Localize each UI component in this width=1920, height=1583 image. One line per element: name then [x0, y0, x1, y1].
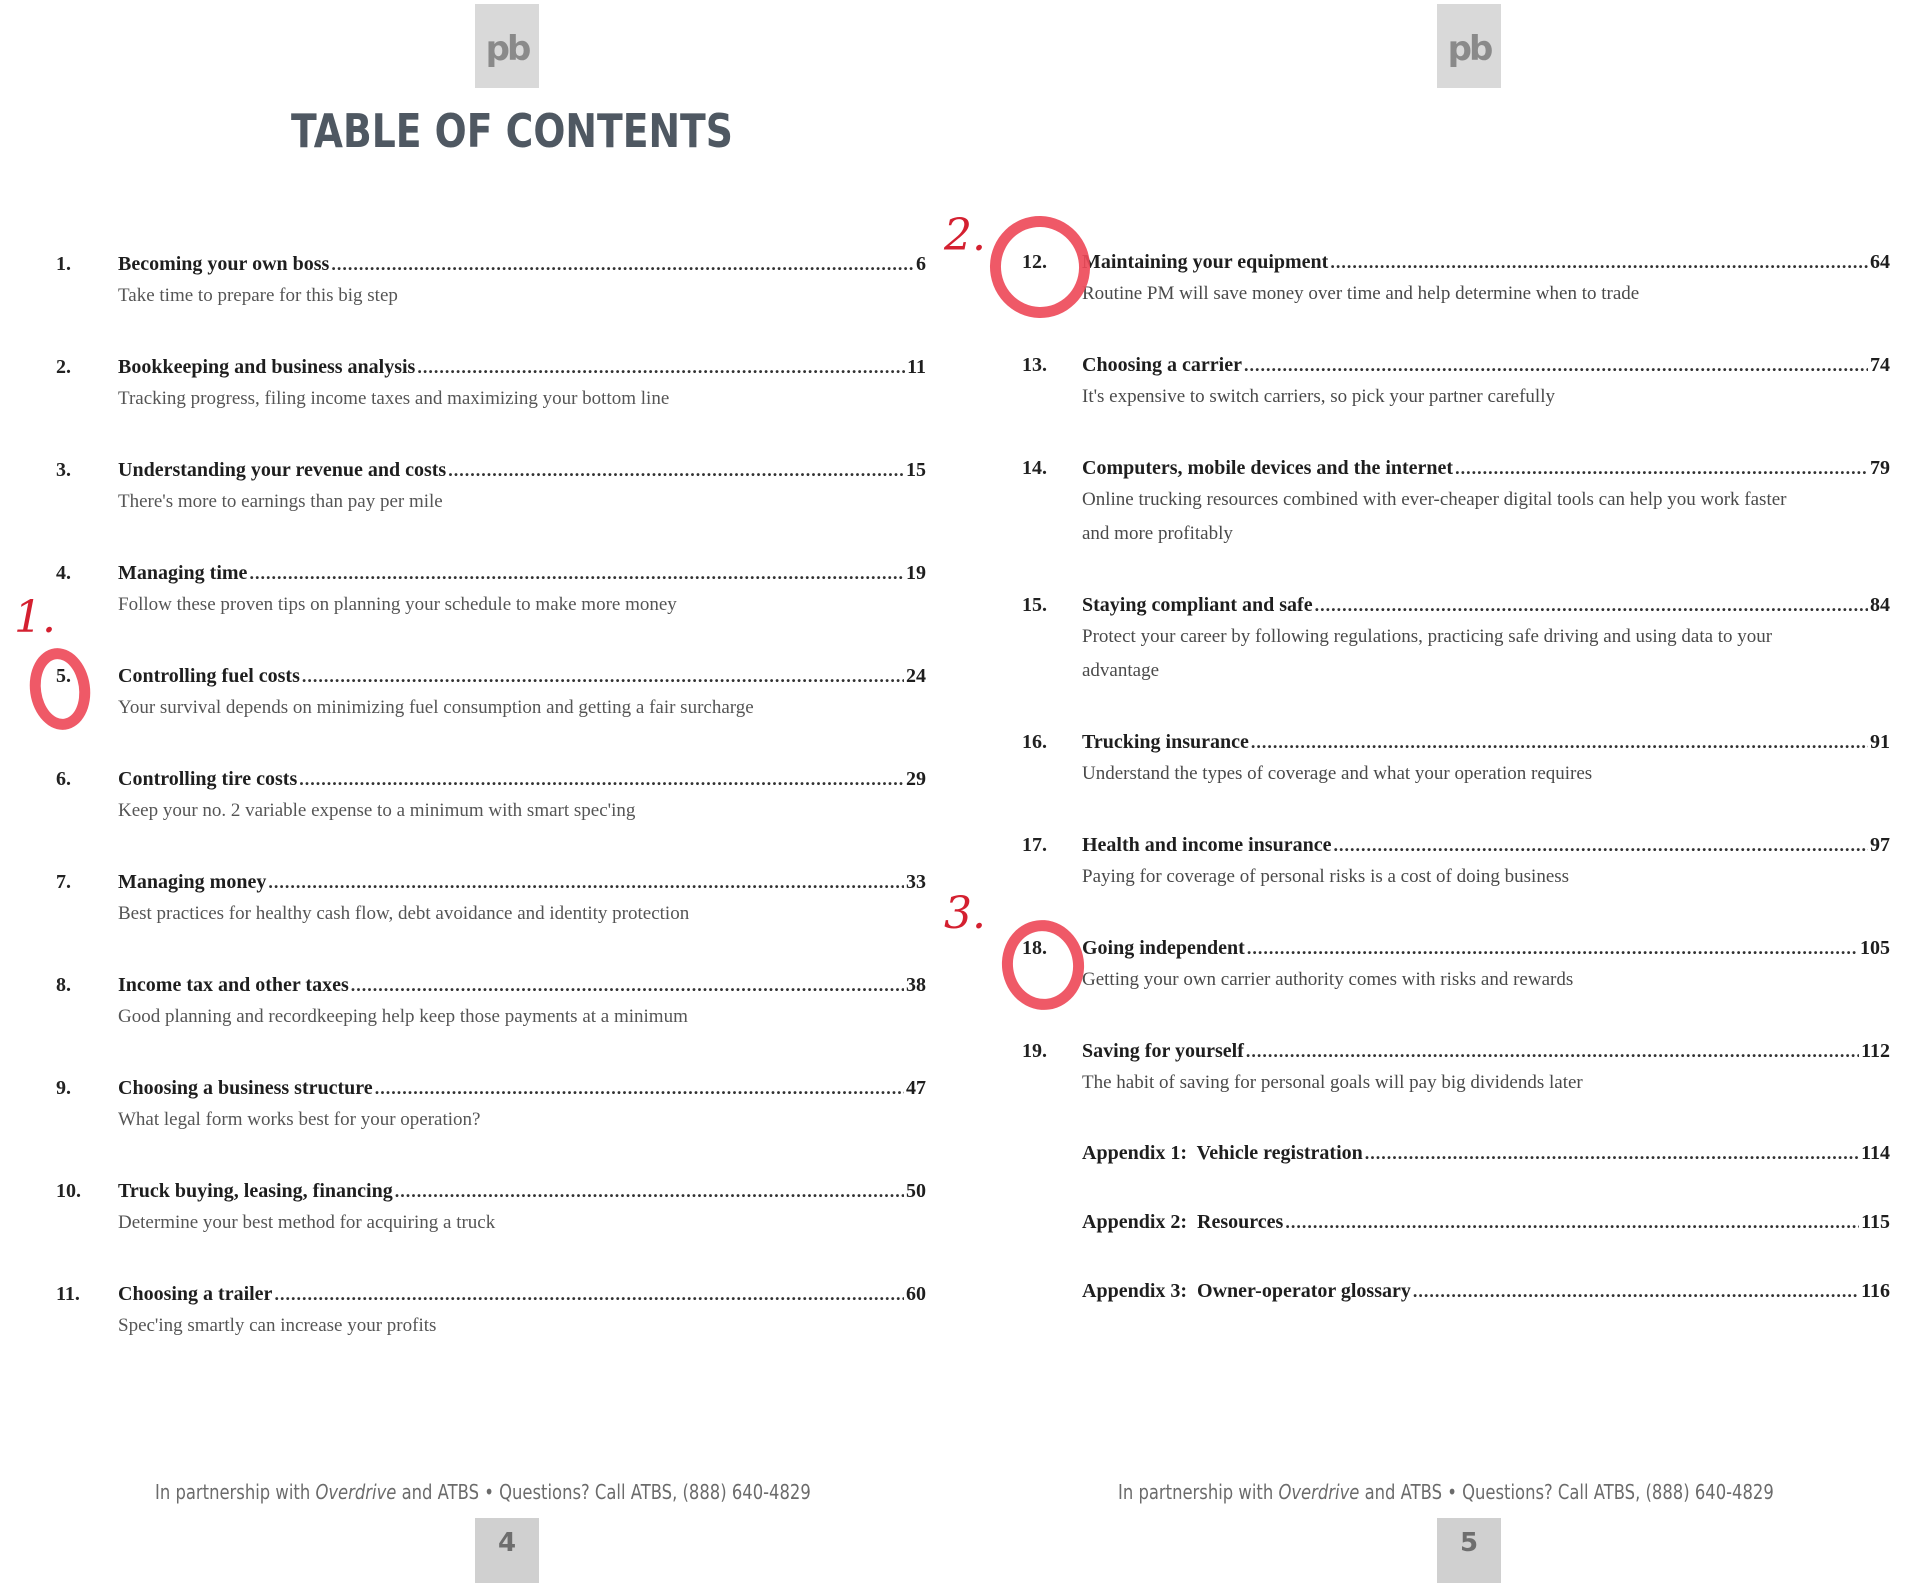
dot-leader — [1285, 1212, 1859, 1233]
entry-subtitle: Take time to prepare for this big step — [118, 285, 398, 306]
footer-text: In partnership with — [155, 1480, 316, 1504]
dot-leader — [331, 254, 914, 275]
dot-leader — [448, 460, 904, 481]
entry-number: 13. — [1022, 354, 1047, 376]
entry-number: 3. — [56, 459, 71, 481]
entry-subtitle-line2: advantage — [1082, 660, 1160, 681]
dot-leader — [299, 769, 904, 790]
entry-number: 15. — [1022, 594, 1047, 616]
appendix-page: 115 — [1861, 1211, 1890, 1233]
entry-title: Controlling tire costs — [118, 768, 298, 790]
annotation-circle — [25, 644, 96, 734]
dot-leader — [1413, 1281, 1859, 1302]
appendix-title: Appendix 3: Owner-operator glossary — [1082, 1280, 1411, 1302]
entry-title: Choosing a trailer — [118, 1283, 273, 1305]
entry-page: 47 — [906, 1077, 926, 1099]
dot-leader — [1455, 458, 1868, 479]
entry-page: 74 — [1870, 354, 1890, 376]
entry-subtitle: Tracking progress, filing income taxes and maximizing your bottom line — [118, 388, 670, 409]
entry-title: Choosing a business structure — [118, 1077, 373, 1099]
dot-leader — [1315, 595, 1868, 616]
entry-subtitle: There's more to earnings than pay per mile — [118, 491, 443, 512]
entry-title: Income tax and other taxes — [118, 974, 349, 996]
dot-leader — [351, 975, 904, 996]
footer-left — [155, 1480, 811, 1504]
page-title: TABLE OF CONTENTS — [291, 104, 733, 158]
entry-title: Staying compliant and safe — [1082, 594, 1313, 616]
entry-title: Managing money — [118, 871, 267, 893]
entry-number: 11. — [56, 1283, 80, 1305]
page-number: 4 — [497, 1528, 517, 1558]
dot-leader — [1251, 732, 1868, 753]
entry-page: 6 — [916, 253, 926, 275]
entry-number: 5. — [56, 665, 71, 687]
entry-number: 1. — [56, 253, 71, 275]
entry-page: 24 — [906, 665, 926, 687]
footer-brand: Overdrive — [315, 1480, 397, 1504]
dot-leader — [274, 1284, 904, 1305]
entry-number: 14. — [1022, 457, 1047, 479]
annotation-circle — [982, 208, 1098, 326]
dot-leader — [1365, 1143, 1859, 1164]
entry-title: Going independent — [1082, 937, 1245, 959]
entry-number: 2. — [56, 356, 71, 378]
footer-text: In partnership with — [1118, 1480, 1279, 1504]
entry-title: Bookkeeping and business analysis — [118, 356, 416, 378]
footer-right — [1118, 1480, 1774, 1504]
dot-leader — [1246, 1041, 1859, 1062]
entry-title: Truck buying, leasing, financing — [118, 1180, 393, 1202]
entry-page: 29 — [906, 768, 926, 790]
entry-page: 33 — [906, 871, 926, 893]
entry-subtitle: The habit of saving for personal goals will pay big dividends later — [1082, 1072, 1583, 1093]
entry-number: 18. — [1022, 937, 1047, 959]
dot-leader — [1333, 835, 1868, 856]
entry-subtitle: Paying for coverage of personal risks is a cost of doing business — [1082, 866, 1570, 887]
entry-number: 16. — [1022, 731, 1047, 753]
dot-leader — [1247, 938, 1858, 959]
entry-page: 91 — [1870, 731, 1890, 753]
page-number-tab — [1437, 1518, 1501, 1583]
dot-leader — [417, 357, 905, 378]
dot-leader — [375, 1078, 904, 1099]
entry-subtitle: Keep your no. 2 variable expense to a minimum with smart spec'ing — [118, 800, 636, 821]
entry-title: Computers, mobile devices and the internet — [1082, 457, 1454, 479]
entry-subtitle: Understand the types of coverage and what your operation requires — [1082, 763, 1593, 784]
annotation-label: 2. — [944, 210, 986, 261]
entry-number: 4. — [56, 562, 71, 584]
entry-subtitle: Getting your own carrier authority comes with risks and rewards — [1082, 969, 1574, 990]
entry-number: 10. — [56, 1180, 81, 1202]
entry-number: 17. — [1022, 834, 1047, 856]
entry-title: Understanding your revenue and costs — [118, 459, 447, 481]
dot-leader — [268, 872, 904, 893]
pb-logo-icon: pb — [485, 29, 529, 69]
appendix-title: Appendix 2: Resources — [1082, 1211, 1284, 1233]
entry-subtitle: Follow these proven tips on planning your schedule to make more money — [118, 594, 677, 615]
entry-title: Maintaining your equipment — [1082, 251, 1329, 273]
entry-title: Saving for yourself — [1082, 1040, 1244, 1062]
dot-leader — [249, 563, 904, 584]
footer-text: and ATBS • Questions? Call ATBS, (888) 640-4829 — [396, 1480, 811, 1504]
publisher-logo — [475, 4, 539, 88]
entry-number: 9. — [56, 1077, 71, 1099]
entry-subtitle: What legal form works best for your operation? — [118, 1109, 481, 1130]
footer-text: and ATBS • Questions? Call ATBS, (888) 640-4829 — [1359, 1480, 1774, 1504]
entry-title: Managing time — [118, 562, 248, 584]
entry-subtitle: Determine your best method for acquiring a truck — [118, 1212, 496, 1233]
entry-page: 79 — [1870, 457, 1890, 479]
entry-page: 112 — [1861, 1040, 1890, 1062]
entry-title: Becoming your own boss — [118, 253, 330, 275]
entry-title: Trucking insurance — [1082, 731, 1249, 753]
entry-subtitle: Best practices for healthy cash flow, debt avoidance and identity protection — [118, 903, 690, 924]
entry-subtitle: Good planning and recordkeeping help keep those payments at a minimum — [118, 1006, 688, 1027]
appendix-title: Appendix 1: Vehicle registration — [1082, 1142, 1363, 1164]
appendix-page: 114 — [1861, 1142, 1890, 1164]
publisher-logo — [1437, 4, 1501, 88]
entry-page: 15 — [906, 459, 926, 481]
entry-subtitle: It's expensive to switch carriers, so pick your partner carefully — [1082, 386, 1555, 407]
appendix-page: 116 — [1861, 1280, 1890, 1302]
entry-page: 84 — [1870, 594, 1890, 616]
footer-brand: Overdrive — [1278, 1480, 1360, 1504]
entry-page: 97 — [1870, 834, 1890, 856]
entry-page: 19 — [906, 562, 926, 584]
entry-title: Choosing a carrier — [1082, 354, 1242, 376]
entry-subtitle-line2: and more profitably — [1082, 523, 1233, 544]
dot-leader — [1244, 355, 1868, 376]
entry-subtitle: Online trucking resources combined with ever-cheaper digital tools can help you work faster — [1082, 489, 1787, 510]
annotation-circle — [996, 915, 1090, 1016]
entry-subtitle: Your survival depends on minimizing fuel consumption and getting a fair surcharge — [118, 697, 754, 718]
entry-title: Controlling fuel costs — [118, 665, 300, 687]
entry-subtitle: Routine PM will save money over time and help determine when to trade — [1082, 283, 1640, 304]
entry-page: 50 — [906, 1180, 926, 1202]
entry-subtitle: Spec'ing smartly can increase your profits — [118, 1315, 437, 1336]
entry-page: 105 — [1860, 937, 1890, 959]
dot-leader — [395, 1181, 904, 1202]
entry-page: 11 — [907, 356, 926, 378]
entry-page: 60 — [906, 1283, 926, 1305]
entry-page: 38 — [906, 974, 926, 996]
entry-page: 64 — [1870, 251, 1890, 273]
entry-number: 12. — [1022, 251, 1047, 273]
entry-number: 6. — [56, 768, 71, 790]
entry-subtitle: Protect your career by following regulations, practicing safe driving and using data to your — [1082, 626, 1773, 647]
entry-number: 19. — [1022, 1040, 1047, 1062]
dot-leader — [302, 666, 904, 687]
pb-logo-icon: pb — [1447, 29, 1491, 69]
entry-number: 7. — [56, 871, 71, 893]
entry-title: Health and income insurance — [1082, 834, 1332, 856]
page-number: 5 — [1459, 1528, 1479, 1558]
annotation-label: 1. — [14, 592, 56, 643]
dot-leader — [1330, 252, 1868, 273]
annotation-label: 3. — [944, 888, 986, 939]
entry-number: 8. — [56, 974, 71, 996]
page-number-tab — [475, 1518, 539, 1583]
